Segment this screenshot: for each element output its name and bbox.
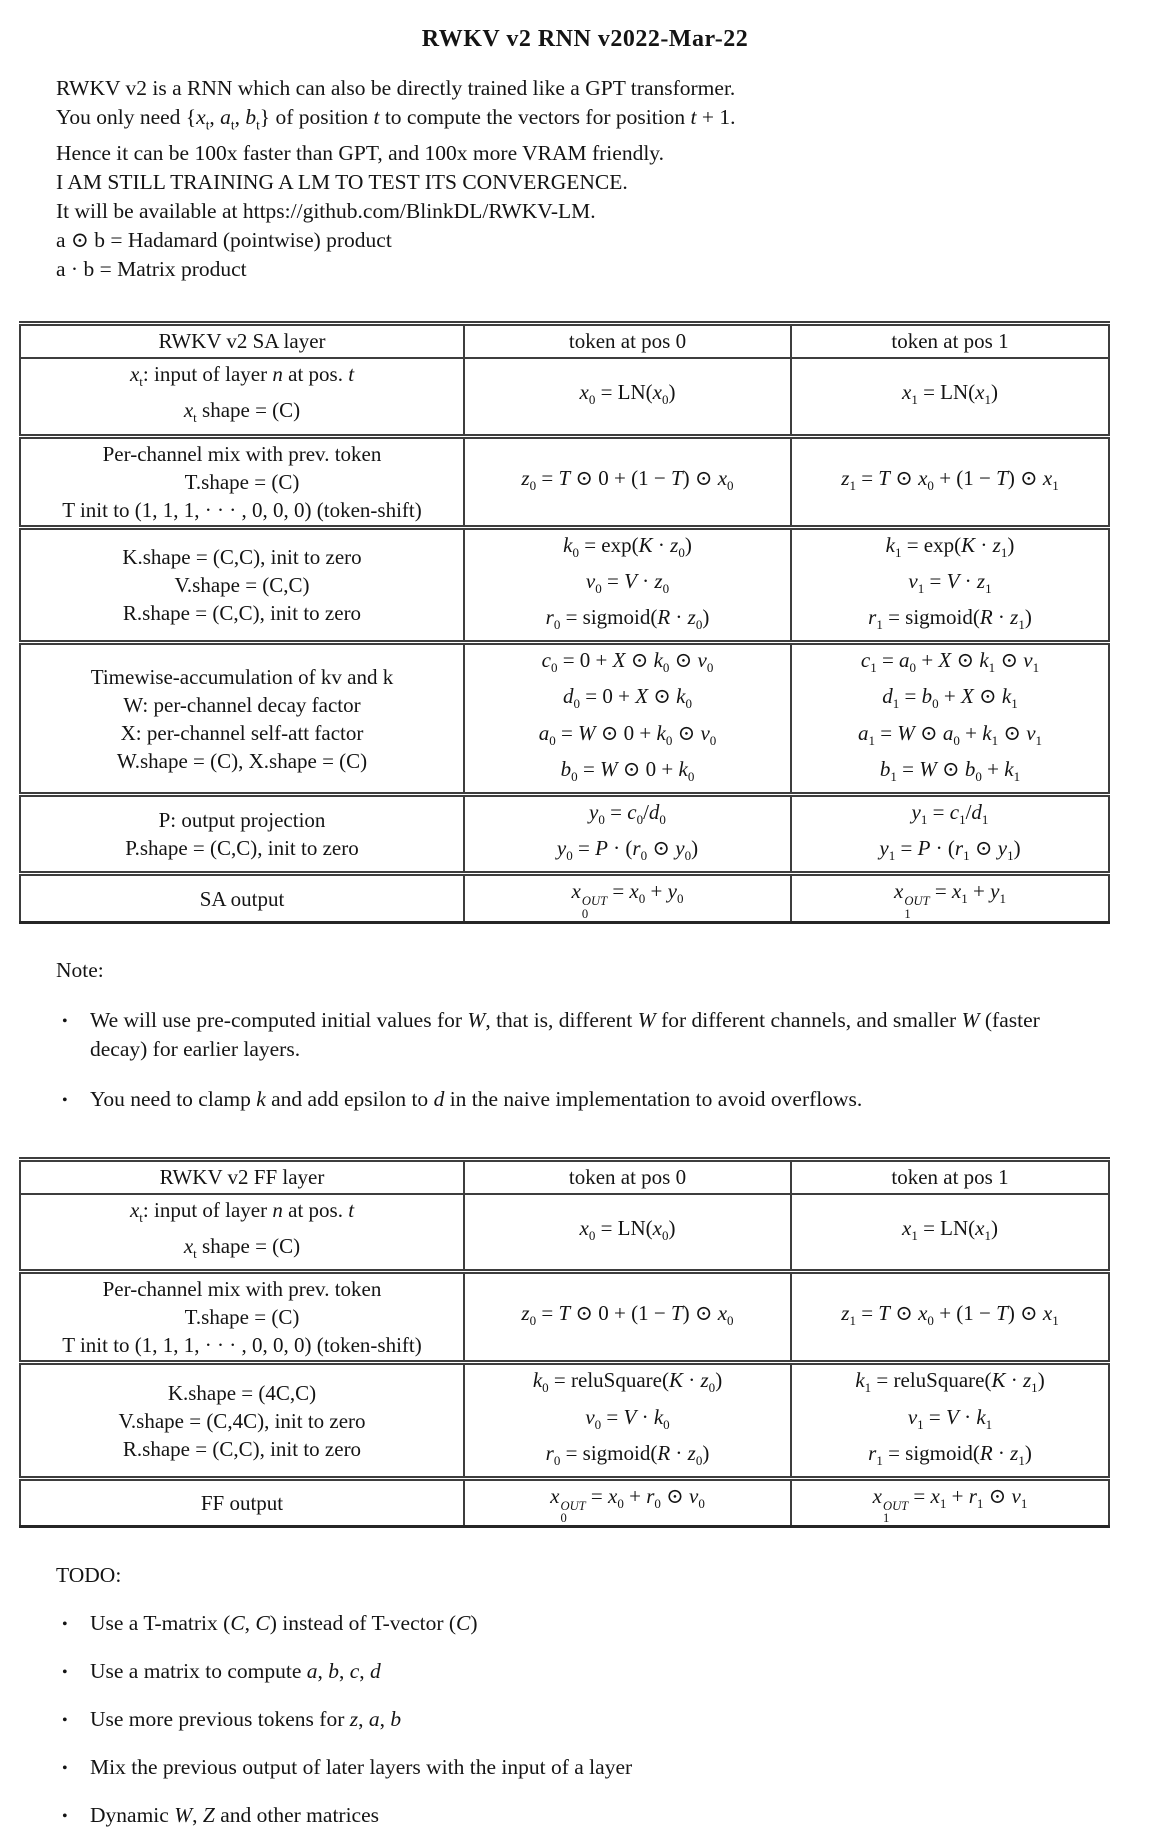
bullet-icon: • [62,1808,68,1826]
table-row [20,1478,1109,1527]
bullet-item [62,1657,1092,1686]
table-row [20,1194,1109,1272]
formula-line: $z_1 = T$ ⊙ $x_0 + (1 - T)$ ⊙ $x_1$ [841,1301,1059,1329]
text-line: RWKV v2 is a RNN which can also be directly trained like a GPT transformer. [56,76,736,100]
formula-line: $d_1 = b_0 + X$ ⊙ $k_1$ [882,684,1018,712]
formula-line: $k_1 = \exp(K \cdot z_1)$ [885,532,1015,560]
bullet-item [62,1753,1092,1782]
formula-line: $y_0 = c_0/d_0$ [589,799,666,828]
table-cell [20,527,464,643]
table-cell [464,527,791,643]
table-cell [791,1363,1109,1479]
table-cell [791,358,1109,436]
document-title: RWKV v2 RNN v2022-Mar-22 [421,26,749,52]
formula-line: x OUT 0 = $x_0 + r_0$ ⊙ $v_0$ [550,1483,705,1526]
formula-line: $b_1 = W$ ⊙ $b_0 + k_1$ [879,756,1021,784]
table-cell [20,643,464,795]
table-header-cell: token at pos 0 [464,324,791,359]
formula-line: x OUT 1 = $x_1 + y_1$ [894,879,1006,921]
formula-line: $v_1 = V \cdot z_1$ [908,568,992,597]
bullet-icon: • [62,1012,68,1030]
formula-line: $c_1 = a_0 + X$ ⊙ $k_1$ ⊙ $v_1$ [860,648,1040,676]
table-cell [464,643,791,795]
table-cell [791,643,1109,795]
table-cell [791,436,1109,527]
text-line: I AM STILL TRAINING A LM TO TEST ITS CONVERGENCE. [56,170,628,195]
formula-line: P: output projection [158,808,326,833]
bullet-text: We will use pre-computed initial values for W, that is, different W for different channels, and smaller W (faster decay) for earlier layers. [90,1007,1040,1061]
bullet-item [62,1085,1092,1114]
table-header-cell: RWKV v2 SA layer [20,324,464,359]
formula-line: $z_0 = T$ ⊙ 0 + (1 − T) ⊙ $x_0$ [521,465,734,493]
table-header-cell: token at pos 1 [791,324,1109,359]
formula-line: V.shape = (C,4C), init to zero [118,1408,366,1433]
table-cell [20,436,464,527]
formula-line: P.shape = (C,C), init to zero [125,836,359,861]
table-cell [464,794,791,873]
table-cell [20,358,464,436]
formula-line: SA output [199,886,285,911]
formula-line: $x_t$ shape = (C) [183,398,301,426]
formula-line: R.shape = (C,C), init to zero [122,1436,362,1461]
table-cell [20,1363,464,1479]
table-header-row [20,1159,1109,1194]
bullet-text: You need to clamp k and add epsilon to d in the naive implementation to avoid overflows. [90,1086,863,1111]
formula-line: Per-channel mix with prev. token [102,441,382,466]
formula-line: $x_t$: input of layer n at pos. t [129,362,355,390]
formula-line: $x_t$: input of layer n at pos. t [129,1197,355,1226]
bullet-text: Use a T-matrix (C, C) instead of T-vector (C) [90,1611,478,1636]
table-cell [20,1478,464,1527]
bullet-item [62,1801,1092,1830]
formula-line: $y_1 = P \cdot (r_1$ ⊙ $y_1$) [879,836,1021,864]
formula-line: K.shape = (C,C), init to zero [122,544,362,569]
bullet-icon: • [62,1616,68,1634]
bullet-icon: • [62,1760,68,1778]
table-cell [464,1363,791,1479]
intro-paragraph [56,74,1110,284]
formula-line: $z_0 = T$ ⊙ 0 + (1 − T) ⊙ $x_0$ [521,1301,734,1329]
bullet-item [62,1705,1092,1734]
formula-line: $v_1 = V \cdot k_1$ [907,1404,993,1432]
table-cell [791,874,1109,923]
table-cell [464,1194,791,1272]
table-cell [464,358,791,436]
formula-line: $v_0 = V \cdot z_0$ [585,568,670,597]
table-header-cell: RWKV v2 FF layer [20,1159,464,1194]
formula-line: $x_1 = LN(x_1)$ [901,1216,999,1244]
table-row [20,643,1109,795]
formula-line: $c_0 = 0 + X$ ⊙ $k_0$ ⊙ $v_0$ [541,648,714,676]
formula-line: W.shape = (C), X.shape = (C) [116,748,368,773]
table-row [20,527,1109,643]
formula-line: x OUT 0 = $x_0 + y_0$ [571,879,684,921]
table-row [20,436,1109,527]
table-header-cell: token at pos 1 [791,1159,1109,1194]
table-cell [20,1272,464,1363]
bullet-text: Use more previous tokens for z, a, b [90,1707,402,1732]
ff-layer-table [19,1157,1110,1529]
formula-line: $k_0 = \exp(K \cdot z_0)$ [563,532,692,560]
table-cell [791,527,1109,643]
table-cell [791,1478,1109,1527]
table-cell [791,1272,1109,1363]
todo-list [0,1609,1170,1830]
table-row [20,1272,1109,1363]
formula-line: FF output [200,1491,284,1516]
formula-line: V.shape = (C,C) [174,572,310,597]
table-cell [464,1272,791,1363]
table-row [20,1363,1109,1479]
table-row [20,874,1109,923]
formula-line: K.shape = (4C,C) [167,1380,317,1405]
formula-line: $y_0 = P \cdot (r_0$ ⊙ $y_0$) [556,836,699,864]
bullet-text: Use a matrix to compute a, b, c, d [90,1659,381,1684]
formula-line: $v_0 = V \cdot k_0$ [585,1404,670,1432]
stacked-supsub: OUT 1 [882,1498,909,1526]
formula-line: $r_0$ = sigmoid(R · $z_0$) [545,1440,710,1468]
formula-line: R.shape = (C,C), init to zero [122,600,362,625]
formula-line: $z_1 = T$ ⊙ $x_0 + (1 - T)$ ⊙ $x_1$ [841,465,1059,493]
bullet-text: Dynamic W, Z and other matrices [90,1803,379,1828]
bullet-text: Mix the previous output of later layers with the input of a layer [90,1755,633,1780]
text-line: You only need {$x_t$, $a_t$, $b_t$} of position t to compute the vectors for position t + 1. [56,105,736,133]
bullet-icon: • [62,1712,68,1730]
table-header-row [20,324,1109,359]
table-row [20,358,1109,436]
formula-line: $r_0$ = sigmoid(R · $z_0$) [545,605,710,633]
formula-line: $k_0$ = reluSquare(K · $z_0$) [532,1368,723,1396]
table-header-cell: token at pos 0 [464,1159,791,1194]
stacked-supsub: OUT 0 [560,1498,586,1526]
text-line: a ⊙ b = Hadamard (pointwise) product [56,228,392,253]
formula-line: $y_1 = c_1/d_1$ [911,799,989,828]
bullet-item [62,1609,1092,1638]
table-cell [20,794,464,873]
formula-line: $a_1 = W$ ⊙ $a_0 + k_1$ ⊙ $v_1$ [857,720,1043,748]
formula-line: Timewise-accumulation of kv and k [90,664,394,689]
sa-layer-table [19,321,1110,924]
table-cell [464,436,791,527]
text-line: Hence it can be 100x faster than GPT, and 100x more VRAM friendly. [56,141,665,166]
formula-line: $x_0 = LN(x_0)$ [579,1216,676,1244]
formula-line: $r_1$ = sigmoid(R · $z_1$) [868,1440,1032,1468]
bullet-icon: • [62,1091,68,1109]
stacked-supsub: OUT 1 [904,894,930,921]
formula-line: $b_0 = W$ ⊙ $0 + k_0$ [560,756,695,784]
text-line: a · b = Matrix product [56,257,247,282]
table-cell [464,874,791,923]
formula-line: W: per-channel decay factor [123,692,361,717]
formula-line: $k_1$ = reluSquare(K · $z_1$) [855,1368,1045,1396]
table-row [20,794,1109,873]
table-cell [791,1194,1109,1272]
bullet-item [62,1006,1092,1064]
formula-line: $d_0 = 0 + X$ ⊙ $k_0$ [563,684,692,712]
stacked-supsub: OUT 0 [581,894,608,921]
note-list [0,1006,1170,1114]
table-cell [20,874,464,923]
formula-line: $x_0 = LN(x_0)$ [579,380,676,408]
text-line: It will be available at https://github.com/BlinkDL/RWKV-LM. [56,199,596,224]
bullet-icon: • [62,1664,68,1682]
todo-heading: TODO: [56,1563,122,1588]
table-cell [791,794,1109,873]
note-heading: Note: [56,957,104,982]
formula-line: $x_1 = LN(x_1)$ [901,380,999,408]
formula-line: $x_t$ shape = (C) [183,1234,301,1262]
formula-line: X: per-channel self-att factor [120,720,364,745]
formula-line: $a_0 = W$ ⊙ $0 + k_0$ ⊙ $v_0$ [538,720,717,748]
formula-line: x OUT 1 = $x_1 + r_1$ ⊙ $v_1$ [872,1483,1028,1526]
formula-line: T.shape = (C) [184,469,300,494]
formula-line: T.shape = (C) [184,1305,300,1330]
formula-line: T init to (1, 1, 1, · · · , 0, 0, 0) (token-shift) [62,497,422,522]
formula-line: Per-channel mix with prev. token [102,1277,382,1302]
formula-line: T init to (1, 1, 1, · · · , 0, 0, 0) (token-shift) [62,1333,422,1358]
formula-line: $r_1$ = sigmoid(R · $z_1$) [868,605,1032,633]
table-cell [20,1194,464,1272]
table-cell [464,1478,791,1527]
